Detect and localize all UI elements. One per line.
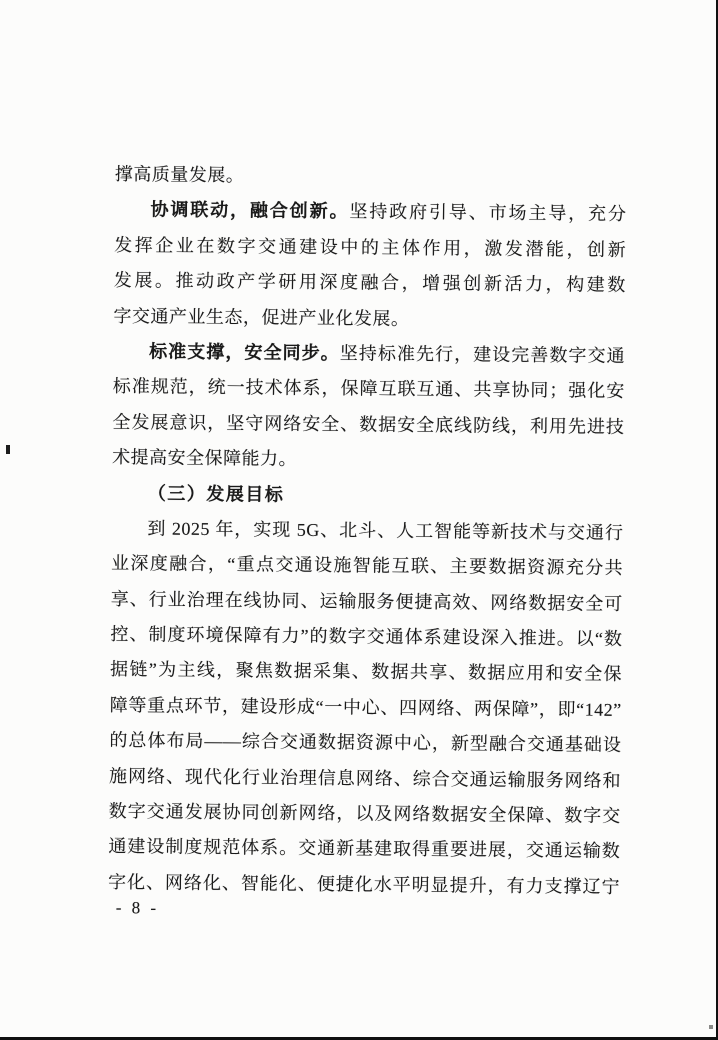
text-line: [110, 688, 622, 728]
page-number: - 8 -: [115, 898, 160, 918]
body-text: 字化、网络化、智能化、便捷化水平明显提升，有力支撑辽宁: [107, 871, 621, 897]
body-text: 通建设制度规范体系。交通新基建取得重要进展，交通运输数: [108, 836, 621, 862]
body-text: 发展。推动政产学研用深度融合，增强创新活力，构建数: [113, 270, 626, 296]
body-text: 到 2025 年，实现 5G、北斗、人工智能等新技术与交通行: [147, 518, 624, 543]
text-line: [110, 652, 622, 692]
text-line: [108, 829, 620, 869]
body-text: 标准规范，统一技术体系，保障互联互通、共享协同；强化安: [112, 376, 625, 402]
text-line: [113, 299, 625, 339]
body-text: 障等重点环节，建设形成“一中心、四网络、两保障”，即“142”: [109, 694, 622, 720]
text-line: [112, 440, 624, 480]
body-text: 施网络、现代化行业治理信息网络、综合交通运输服务网络和: [108, 765, 622, 791]
text-line: [112, 405, 624, 445]
body-text: 控、制度环境保障有力”的数字交通体系建设深入推进。以“数: [110, 624, 623, 649]
body-text: 坚持标准先行，建设完善数字交通: [339, 343, 626, 366]
text-line: [109, 723, 621, 763]
text-line: [115, 157, 627, 197]
text-line: [113, 334, 625, 374]
body-text: 全发展意识，坚守网络安全、数据安全底线防线，利用先进技: [112, 411, 625, 437]
section-heading: [112, 476, 624, 516]
text-line: [109, 794, 621, 834]
text-block: [107, 157, 627, 918]
scan-artifact-speck: [6, 445, 10, 454]
body-text: 数字交通发展协同创新网络，以及网络数据安全保障、数字交: [108, 801, 621, 826]
body-text: 撑高质量发展。: [114, 163, 245, 186]
text-line: [110, 617, 622, 657]
scan-artifact-speck: [709, 1025, 713, 1029]
body-text: 业深度融合，“重点交通设施智能互联、主要数据资源充分共: [111, 553, 624, 579]
emphasis-text: 标准支撑，安全同步。: [149, 341, 340, 364]
text-line: [108, 865, 620, 905]
emphasis-text: （三）发展目标: [147, 482, 285, 505]
text-line: [111, 582, 623, 622]
text-line: [111, 546, 623, 586]
text-line: [114, 263, 626, 303]
text-line: [114, 228, 626, 268]
emphasis-text: 协调联动，融合创新。: [150, 199, 350, 222]
body-text: 字交通产业生态，促进产业化发展。: [113, 305, 410, 329]
body-text: 据链”为主线，聚焦数据采集、数据共享、数据应用和安全保: [109, 659, 623, 685]
body-text: 术提高安全保障能力。: [112, 447, 298, 469]
body-text: 的总体布局——综合交通数据资源中心，新型融合交通基础设: [109, 730, 622, 756]
text-line: [111, 511, 623, 551]
body-text: 享、行业治理在线协同、运输服务便捷高效、网络数据安全可: [110, 588, 623, 614]
text-line: [113, 369, 625, 409]
body-text: 发挥企业在数字交通建设中的主体作用，激发潜能，创新: [114, 234, 627, 260]
text-line: [114, 192, 626, 232]
text-line: [109, 759, 621, 799]
body-text: 坚持政府引导、市场主导，充分: [349, 201, 627, 225]
